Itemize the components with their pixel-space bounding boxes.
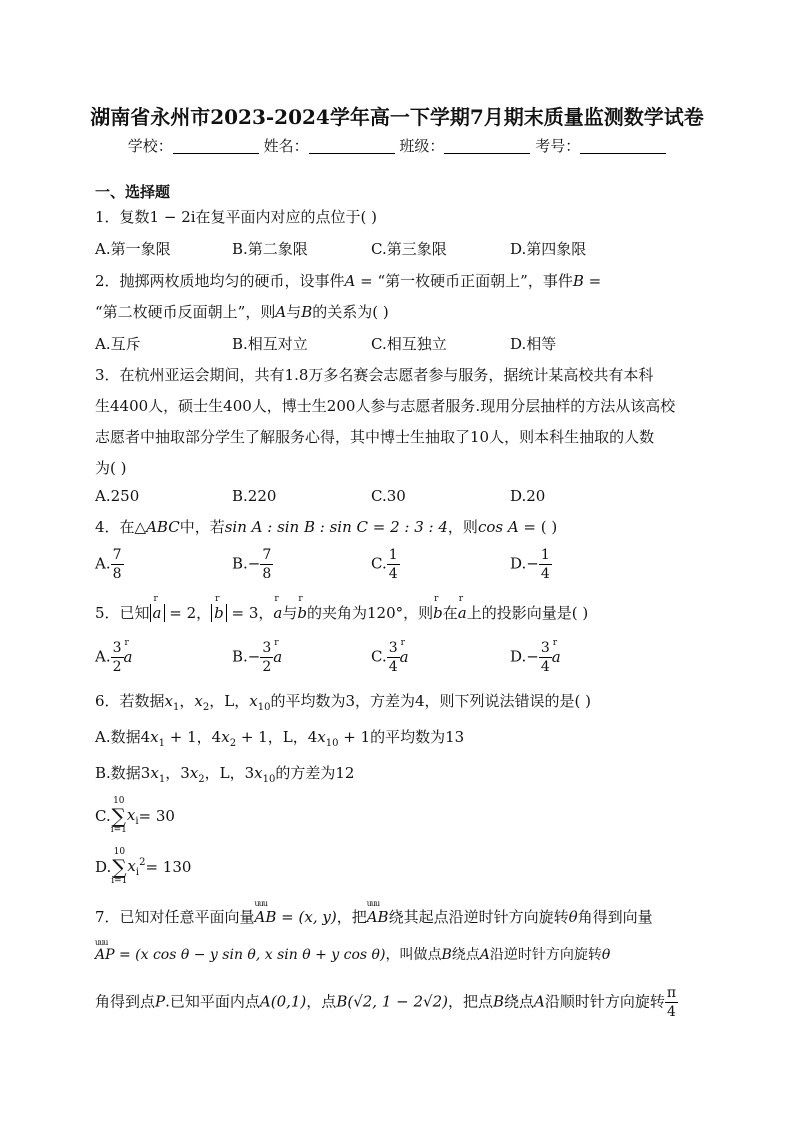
question-1: [95, 206, 377, 227]
q2-option-d: D.相等: [510, 335, 557, 353]
q4-option-b: B.− $\frac{7}{8}$: [232, 547, 272, 582]
abs-a: r a: [150, 604, 165, 622]
q2-option-b: B.相互对立: [232, 335, 308, 353]
q4-option-d: D.− $\frac{1}{4}$: [510, 547, 550, 582]
q2-line1b: “第一枚硬币正面朝上”，事件: [377, 272, 573, 290]
q4-option-c: C. $\frac{1}{4}$: [371, 547, 398, 582]
fraction: $\frac{3}{2}$: [112, 640, 122, 675]
number-label: 考号：: [535, 137, 581, 155]
question-7-line-2: uuu AP = (x cos θ − y sin θ, x sin θ + y cos θ)，叫做点B绕点A沿逆时针方向旋转θ: [95, 944, 610, 964]
q3-option-c: C.30: [371, 487, 406, 505]
name-blank[interactable]: [309, 139, 395, 154]
q4-mid: 中，若: [179, 518, 225, 536]
q4-cos: cos A =: [477, 518, 541, 536]
q2-A: A: [344, 272, 356, 290]
q6-option-b: B.数据$3x_1$，$3x_2$，L，$3x_{10}$的方差为12: [95, 764, 355, 785]
q2-B: B: [572, 272, 584, 290]
sigma-sum: 10 ∑ i=1: [110, 796, 127, 835]
q1-option-c: C.第三象限: [371, 240, 447, 258]
question-2-line-1: [95, 270, 601, 291]
q5-option-d: D.− $\frac{3}{4}$ r a: [510, 641, 561, 674]
question-3-line-1: 3．在杭州亚运会期间，共有1.8万多名赛会志愿者参与服务，据统计某高校共有本科: [95, 366, 654, 384]
sigma-sum: 10 ∑ i=1: [111, 847, 128, 886]
q4-end: ( ): [540, 518, 558, 536]
q4-post: ，则: [447, 518, 478, 536]
q2-option-c: C.相互独立: [371, 335, 447, 353]
class-label: 班级：: [399, 137, 445, 155]
fraction: $\frac{3}{4}$: [540, 640, 550, 675]
q4-option-a: A. $\frac{7}{8}$: [95, 547, 122, 582]
q1-pre: 1．复数: [95, 208, 150, 226]
q2-eq1: =: [355, 272, 378, 290]
section-heading: 一、选择题: [95, 183, 171, 201]
fraction: $\frac{\pi}{4}$: [666, 985, 677, 1020]
question-6: 6．若数据$x_1$，$x_2$，L，$x_{10}$的平均数为3，方差为4，则下列说法错误的是( ): [95, 692, 592, 713]
q4-pre: 4．在: [95, 518, 135, 536]
fraction: $\frac{1}{4}$: [388, 547, 398, 582]
q5-option-b: B.− $\frac{3}{2}$ r a: [232, 641, 282, 674]
fraction: $\frac{1}{4}$: [540, 547, 550, 582]
q1-expr: 1 − 2i: [149, 208, 196, 226]
question-3-line-3: 志愿者中抽取部分学生了解服务心得，其中博士生抽取了10人，则本科生抽取的人数: [95, 428, 655, 446]
q2-with: 与: [286, 303, 302, 321]
question-5: 5．已知r a = 2，r b = 3，r a与r b的夹角为120°，则r b在r a上的投影向量是( ): [95, 602, 588, 623]
name-label: 姓名：: [263, 137, 309, 155]
q2-B2: B: [301, 303, 313, 321]
q4-triangle: △ABC: [134, 518, 180, 536]
question-7-line-1: 7．已知对任意平面向量uuu AB = (x, y)，把uuu AB绕其起点沿逆时针方向旋转θ角得到向量: [95, 906, 653, 927]
q2-option-a: A.互斥: [95, 335, 141, 353]
question-7-line-3: 角得到点P.已知平面内点A(0,1)，点B(√2, 1 − 2√2)，把点B绕点A沿顺时针方向旋转 $\frac{\pi}{4}$: [95, 985, 677, 1020]
fraction: $\frac{3}{4}$: [388, 640, 398, 675]
fraction: $\frac{7}{8}$: [262, 547, 272, 582]
q1-post: 在复平面内对应的点位于( ): [195, 208, 378, 226]
q6-option-d: D. 10 ∑ i=1 $x_i^2= 130$: [95, 847, 192, 886]
q2-line2b: 的关系为( ): [312, 303, 389, 321]
q3-option-d: D.20: [510, 487, 546, 505]
q4-expr: sin A : sin B : sin C = 2 : 3 : 4: [224, 518, 448, 536]
number-blank[interactable]: [580, 139, 666, 154]
q2-line2: “第二枚硬币反面朝上”，则: [95, 303, 276, 321]
q1-option-d: D.第四象限: [510, 240, 587, 258]
abs-b: r b: [211, 604, 227, 622]
fraction: $\frac{3}{2}$: [262, 640, 272, 675]
question-2-line-2: [95, 301, 389, 322]
school-blank[interactable]: [173, 139, 259, 154]
question-4: [95, 516, 557, 537]
q2-eq2: =: [583, 272, 602, 290]
q1-option-a: A.第一象限: [95, 240, 171, 258]
q6-option-a: A.数据$4x_1 + 1$，$4x_2 + 1$，L，$4x_{10} + 1$的平均数为13: [95, 728, 465, 749]
question-3-line-2: 生4400人，硕士生400人，博士生200人参与志愿者服务.现用分层抽样的方法从该高校: [95, 397, 676, 415]
class-blank[interactable]: [444, 139, 530, 154]
q5-option-c: C. $\frac{3}{4}$ r a: [371, 641, 409, 674]
q2-line1a: 2．抛掷两枚质地均匀的硬币，设事件: [95, 272, 345, 290]
fraction: $\frac{7}{8}$: [112, 547, 122, 582]
q5-option-a: A. $\frac{3}{2}$ r a: [95, 641, 132, 674]
q6-option-c: C. 10 ∑ i=1 $x_i= 30$: [95, 796, 175, 835]
student-info-row: [0, 135, 794, 156]
q3-option-a: A.250: [95, 487, 140, 505]
school-label: 学校：: [127, 137, 173, 155]
question-3-line-4: 为( ): [95, 459, 127, 477]
q2-A2: A: [275, 303, 287, 321]
page-title: 湖南省永州市2023-2024学年高一下学期7月期末质量监测数学试卷: [90, 105, 704, 129]
q1-option-b: B.第二象限: [232, 240, 308, 258]
q3-option-b: B.220: [232, 487, 277, 505]
